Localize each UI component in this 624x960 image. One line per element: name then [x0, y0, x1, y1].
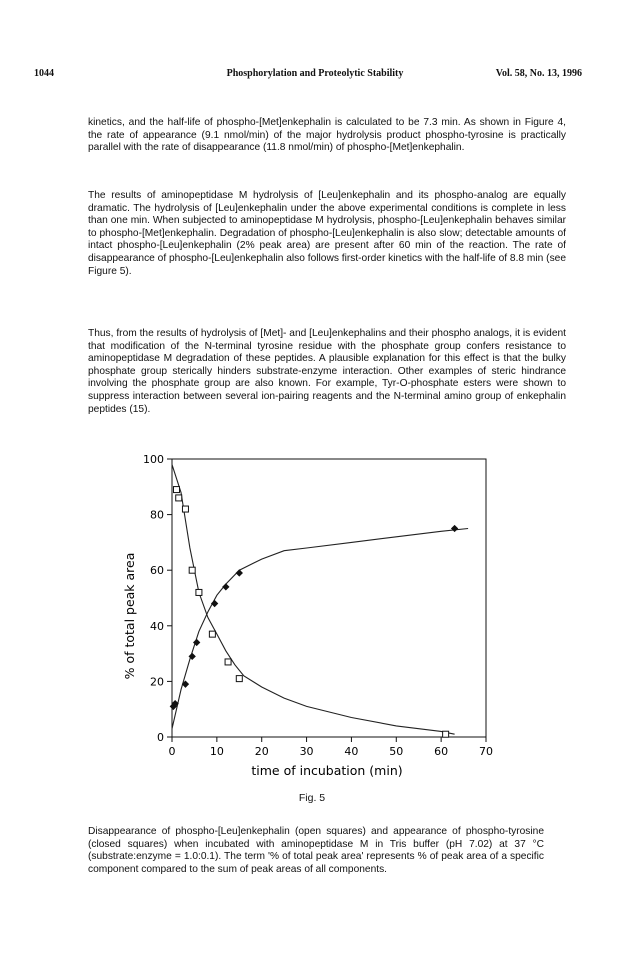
- y-tick-label: 40: [150, 619, 164, 633]
- figure-5-chart: [0, 440, 624, 780]
- x-tick-label: 30: [299, 745, 314, 758]
- series-2-curve: [172, 529, 468, 729]
- plot-border: [172, 459, 486, 737]
- y-tick-label: 100: [143, 453, 164, 466]
- x-tick-label: 40: [344, 745, 359, 758]
- closed-square-marker: [236, 569, 243, 576]
- x-tick-label: 20: [254, 745, 269, 758]
- closed-square-marker: [211, 600, 218, 607]
- figure-label: Fig. 5: [298, 792, 326, 804]
- x-axis-label: time of incubation (min): [251, 763, 403, 778]
- open-square-marker: [443, 731, 449, 737]
- open-square-marker: [173, 487, 179, 493]
- y-axis-label: % of total peak area: [122, 552, 137, 680]
- open-square-marker: [209, 631, 215, 637]
- y-tick-label: 20: [150, 675, 164, 689]
- x-tick-label: 10: [209, 745, 224, 758]
- volume-info: Vol. 58, No. 13, 1996: [495, 68, 582, 79]
- open-square-marker: [196, 589, 202, 595]
- data-markers: [170, 487, 459, 738]
- x-tick-label: 50: [389, 745, 404, 758]
- x-tick-label: 60: [434, 745, 449, 758]
- axis-ticks: [143, 453, 493, 758]
- open-square-marker: [176, 495, 182, 501]
- fitted-curves: [172, 465, 468, 735]
- closed-square-marker: [222, 583, 229, 590]
- figure-caption: Disappearance of phospho-[Leu]enkephalin (open squares) and appearance of phospho-tyrosine (closed squares) when incubated with aminopeptidase M in Tris buffer (pH 7.02) at 37 °C (substrate:enzyme = 1.0:0.1). The term '% of total peak area' represents % of peak area of a specific component compared to the sum of peak areas of all components.: [88, 826, 544, 875]
- plot-frame: [172, 459, 486, 737]
- body-paragraph-3: Thus, from the results of hydrolysis of [Met]- and [Leu]enkephalins and their phospho analogs, it is evident that modification of the N-terminal tyrosine residue with the phosphate group confers resistance to aminopeptidase M degradation of these peptides. A plausible explanation for this effect is that the bulky phosphate group sterically hinders substrate-enzyme interaction. Other examples of steric hindrance involving the phosphate group are also known. For example, Tyr-O-phosphate esters were shown to suppress interaction between several ion-pairing reagents and the N-terminal amino group of enkephalin peptides (15).: [88, 328, 566, 415]
- closed-square-marker: [451, 525, 458, 532]
- x-tick-label: 0: [168, 745, 176, 758]
- x-tick-label: 70: [479, 745, 493, 758]
- body-paragraph-2: The results of aminopeptidase M hydrolysis of [Leu]enkephalin and its phospho-analog are equally dramatic. The hydrolysis of [Leu]enkephalin under the above experimental conditions is complete in less than one min. When subjected to aminopeptidase M hydrolysis, phospho-[Leu]enkephalin behaves similar to phospho-[Met]enkephalin. Degradation of phospho-[Leu]enkephalin is also slow; detectable amounts of intact phospho-[Leu]enkephalin (2% peak area) are present after 60 min of the reaction. The rate of disappearance of phospho-[Leu]enkephalin also follows first-order kinetics with the half-life of 8.8 min (see Figure 5).: [88, 190, 566, 277]
- open-square-marker: [225, 659, 231, 665]
- page-number: 1044: [34, 68, 54, 79]
- y-tick-label: 80: [150, 508, 164, 522]
- y-tick-label: 60: [150, 564, 164, 578]
- open-square-marker: [236, 676, 242, 682]
- y-tick-label: 0: [157, 731, 164, 744]
- journal-section-title: Phosphorylation and Proteolytic Stability: [226, 68, 404, 79]
- body-paragraph-1: kinetics, and the half-life of phospho-[Met]enkephalin is calculated to be 7.3 min. As shown in Figure 4, the rate of appearance (9.1 nmol/min) of the major hydrolysis product phospho-tyrosine is practically parallel with the rate of disappearance (11.8 nmol/min) of phospho-[Met]enkephalin.: [88, 117, 566, 154]
- open-square-marker: [189, 567, 195, 573]
- running-header: [0, 68, 624, 82]
- open-square-marker: [182, 506, 188, 512]
